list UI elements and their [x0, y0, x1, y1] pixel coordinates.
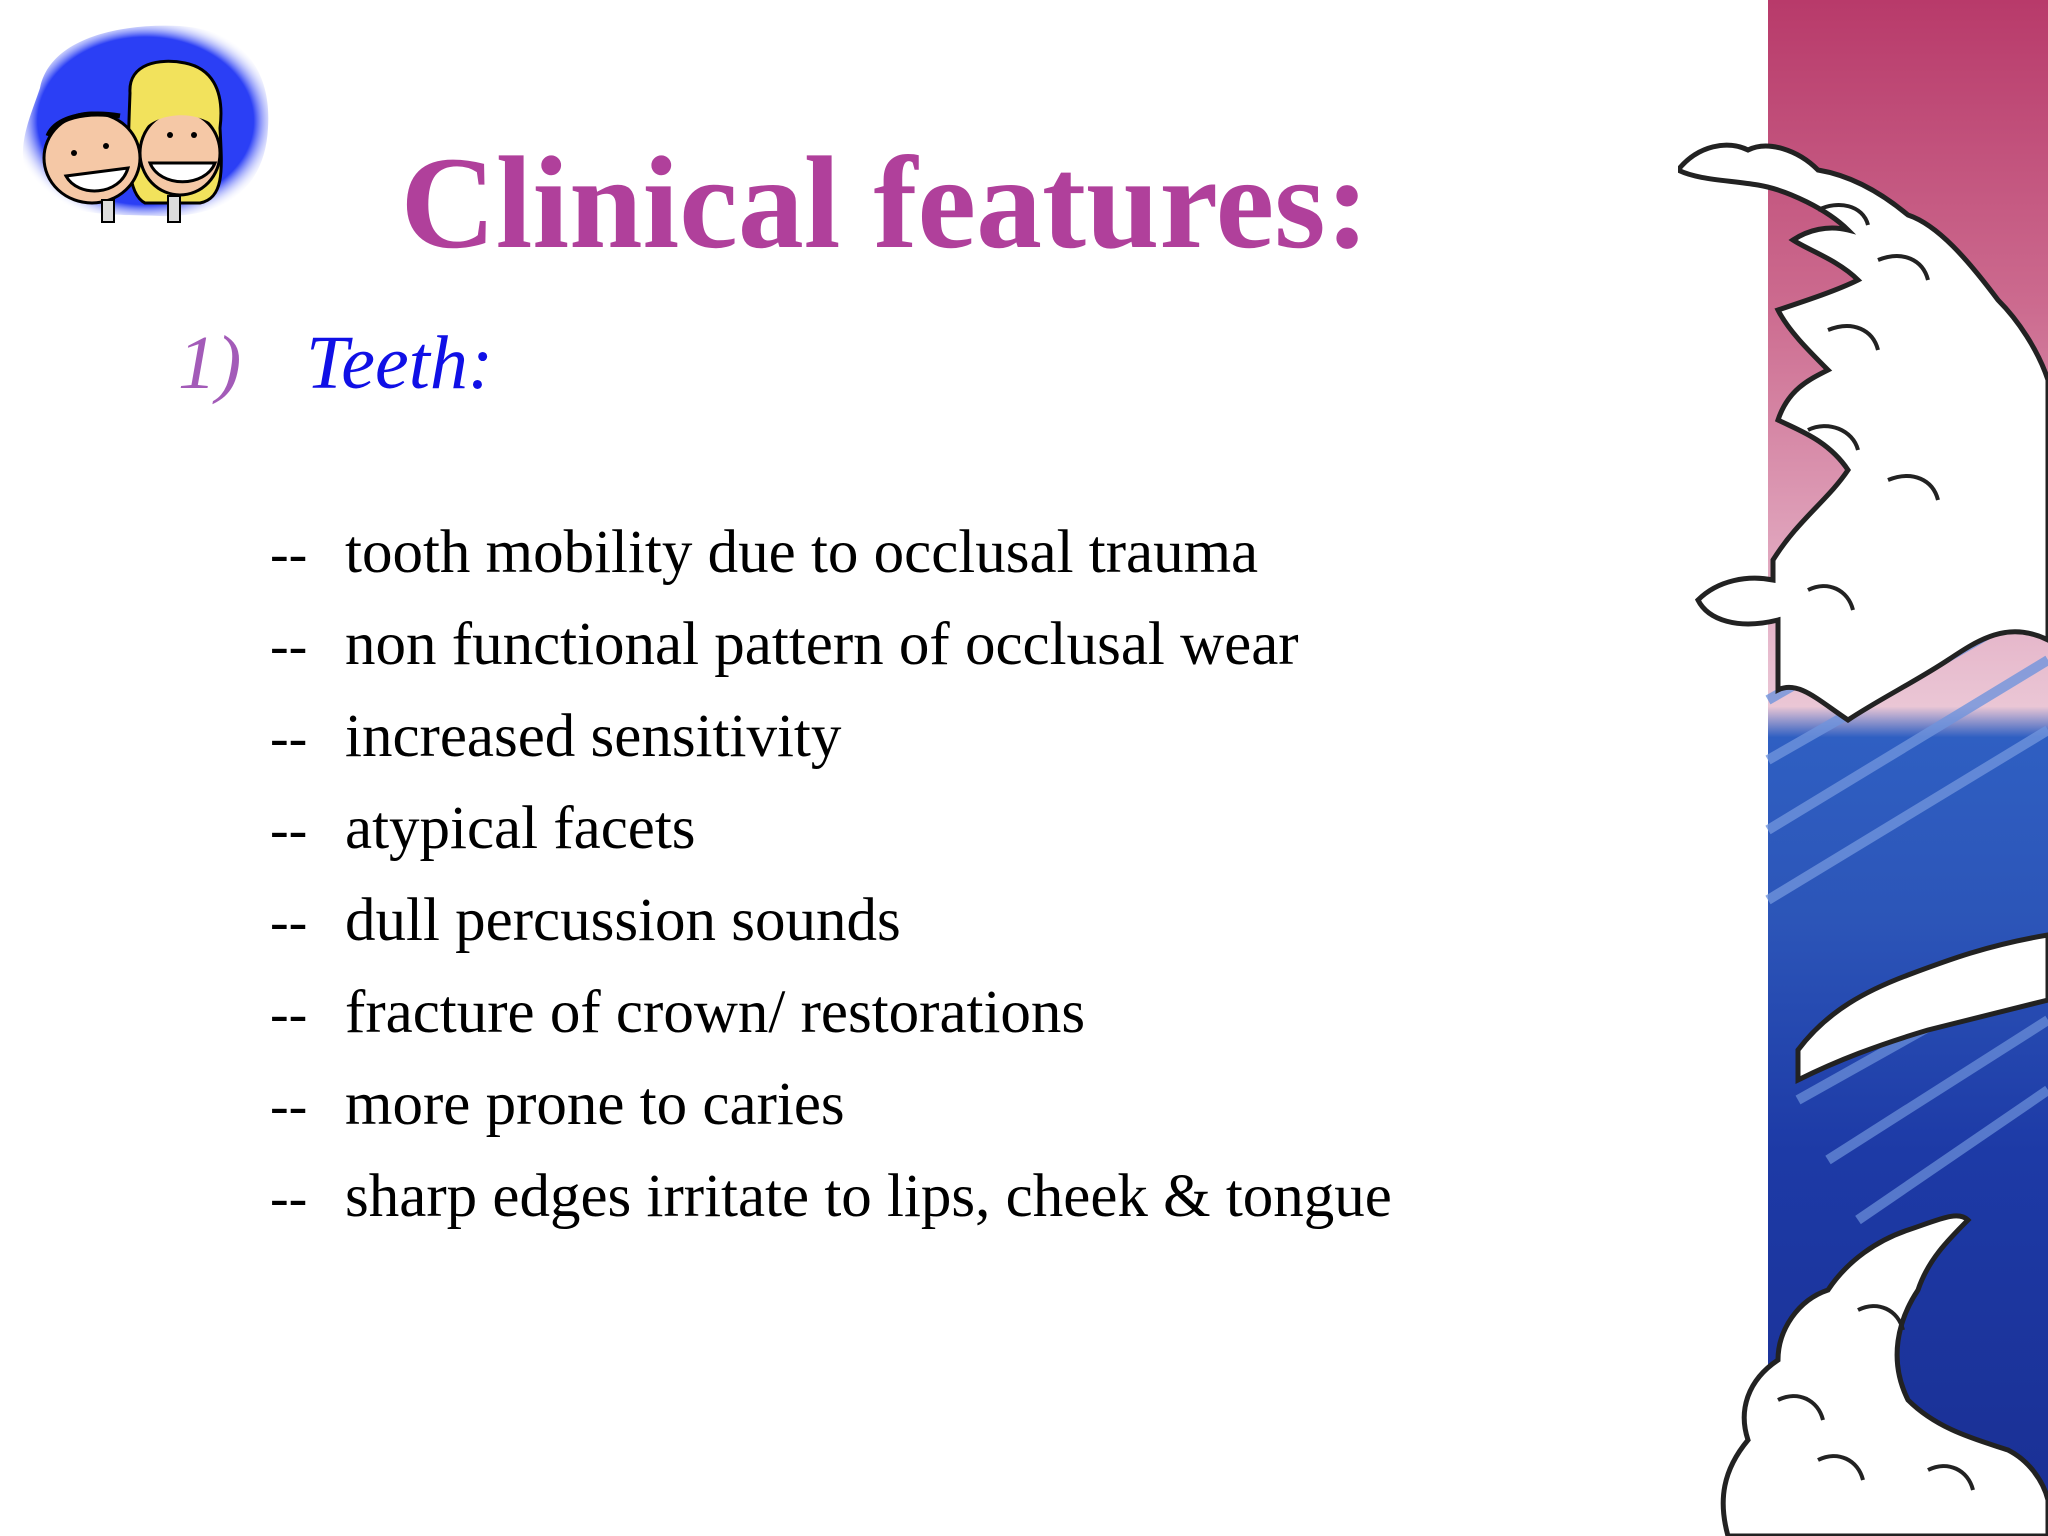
list-item-text: increased sensitivity: [345, 703, 842, 770]
section-number: 1): [178, 321, 242, 405]
feature-list: [270, 516, 1392, 1252]
list-item-text: sharp edges irritate to lips, cheek & tongue: [345, 1163, 1392, 1230]
bullet-dash: --: [270, 523, 308, 585]
list-item-text: fracture of crown/ restorations: [345, 979, 1086, 1046]
wave-decoration-panel: [1768, 0, 2048, 1536]
bullet-dash: --: [270, 1167, 308, 1229]
bullet-dash: --: [270, 983, 308, 1045]
list-item: [270, 700, 1392, 792]
list-item-text: dull percussion sounds: [345, 887, 901, 954]
list-item: [270, 1068, 1392, 1160]
bullet-dash: --: [270, 891, 308, 953]
list-item-text: atypical facets: [345, 795, 696, 862]
list-item: [270, 608, 1392, 700]
list-item: [270, 792, 1392, 884]
page-title: Clinical features:: [400, 129, 1370, 277]
list-item-text: more prone to caries: [345, 1071, 845, 1138]
bullet-dash: --: [270, 1075, 308, 1137]
list-item-text: tooth mobility due to occlusal trauma: [345, 519, 1259, 586]
wave-crest-icon: [1678, 0, 2048, 1536]
bullet-dash: --: [270, 707, 308, 769]
bullet-dash: --: [270, 799, 308, 861]
list-item: [270, 976, 1392, 1068]
section-label: Teeth:: [306, 321, 494, 405]
bullet-dash: --: [270, 615, 308, 677]
list-item: [270, 884, 1392, 976]
section-heading: [178, 318, 493, 408]
list-item: [270, 1160, 1392, 1252]
list-item-text: non functional pattern of occlusal wear: [345, 611, 1299, 678]
list-item: [270, 516, 1392, 608]
